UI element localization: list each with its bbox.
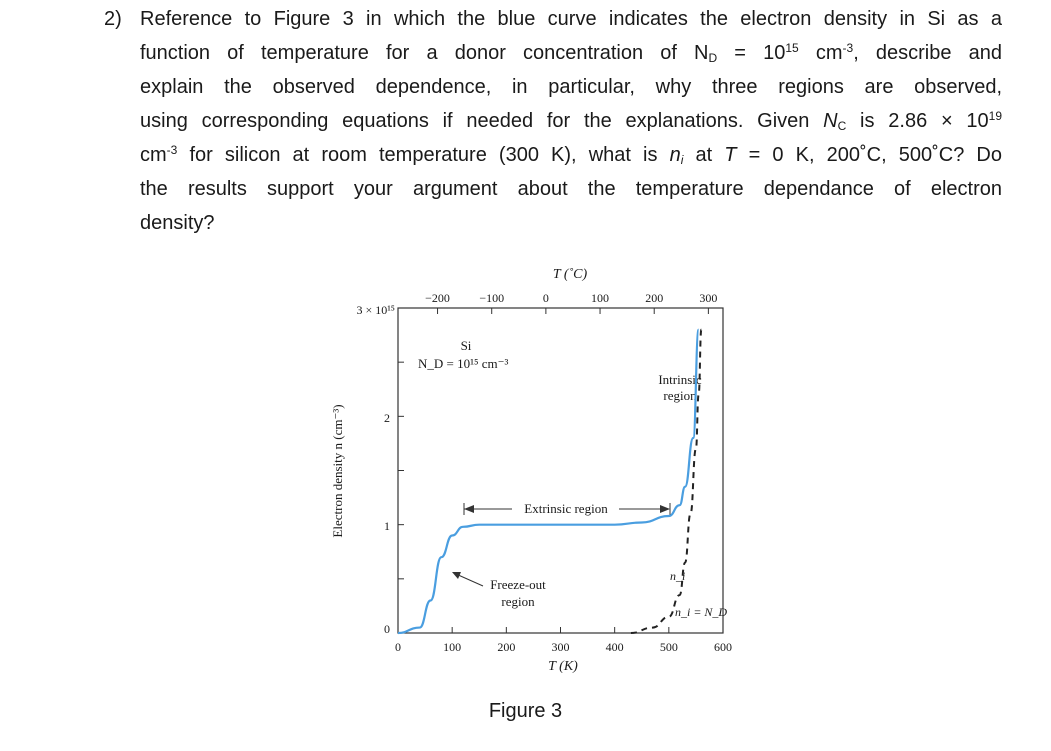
intrinsic-label-2: region [663, 388, 697, 403]
l5-sup: -3 [166, 143, 178, 157]
l2-a: function of temperature for a donor concentration of N [140, 42, 709, 64]
l2-b: = 10 [717, 42, 786, 64]
extrinsic-label: Extrinsic region [524, 501, 608, 516]
freeze-label-2: region [501, 594, 535, 609]
x-tick-label: 300 [551, 640, 570, 654]
electron-density-chart [318, 256, 748, 676]
y-tick-0: 0 [384, 622, 390, 636]
x2-tick-label: 100 [591, 291, 610, 305]
l2-sup: 15 [785, 41, 799, 55]
nd-label: N_D = 10¹⁵ cm⁻³ [418, 356, 509, 371]
question-line-1: Reference to Figure 3 in which the blue curve indicates the electron density in Si as a [140, 8, 1002, 30]
si-label: Si [460, 338, 472, 353]
l4-sub: C [837, 119, 847, 133]
x2-tick-label: −200 [425, 291, 450, 305]
ni-eq-label: n_i = N_D [675, 605, 728, 619]
y-tick-3: 3 × 10¹⁵ [356, 303, 395, 317]
l5-c: at [683, 144, 725, 166]
question-line-6: the results support your argument about the temperature dependance of electron [140, 178, 1002, 200]
l5-b: for silicon at room temperature (300 K), what is [177, 144, 670, 166]
y-axis-label: Electron density n (cm⁻³) [330, 404, 345, 538]
x-tick-label: 200 [497, 640, 516, 654]
l4-b: is 2.86 × 10 [846, 110, 989, 132]
x2-tick-label: −100 [479, 291, 505, 305]
freeze-label-1: Freeze-out [490, 577, 546, 592]
x-tick-label: 0 [395, 640, 401, 654]
ni-label: n_i [670, 569, 686, 583]
figure-caption: Figure 3 [488, 700, 563, 722]
l5-n: n [669, 144, 681, 166]
l5-d: = 0 K, 200˚C, 500˚C? Do [736, 144, 1003, 166]
x-tick-label: 600 [714, 640, 732, 654]
l5-sub: i [680, 153, 684, 167]
question-line-2 [140, 42, 1002, 65]
l2-sup2: -3 [842, 41, 854, 55]
l2-c: cm [798, 42, 843, 64]
l4-sup: 19 [988, 109, 1003, 123]
x2-tick-label: 300 [699, 291, 718, 305]
question-line-4 [140, 110, 1002, 133]
question-line-3: explain the observed dependence, in particular, why three regions are observed, [140, 76, 1002, 98]
l5-a: cm [140, 144, 167, 166]
bottom-axis-label: T (K) [548, 659, 578, 674]
l4-n: N [823, 110, 838, 132]
figure-3 [318, 256, 748, 676]
question-line-5 [140, 144, 1002, 167]
y-tick-2: 2 [384, 411, 390, 425]
top-axis-label: T (˚C) [552, 267, 588, 282]
question-line-7: density? [140, 212, 215, 234]
l2-sub: D [708, 51, 718, 65]
x-tick-label: 100 [443, 640, 462, 654]
l4-a: using corresponding equations if needed for the explanations. Given [140, 110, 824, 132]
l5-t: T [724, 144, 737, 166]
question-number: 2) [104, 8, 122, 30]
x-tick-label: 500 [659, 640, 678, 654]
l2-d: , describe and [853, 42, 1002, 64]
x2-tick-label: 200 [645, 291, 664, 305]
y-tick-1: 1 [384, 519, 390, 533]
x-tick-label: 400 [605, 640, 624, 654]
x2-tick-label: 0 [542, 291, 549, 305]
intrinsic-label-1: Intrinsic [658, 372, 702, 387]
